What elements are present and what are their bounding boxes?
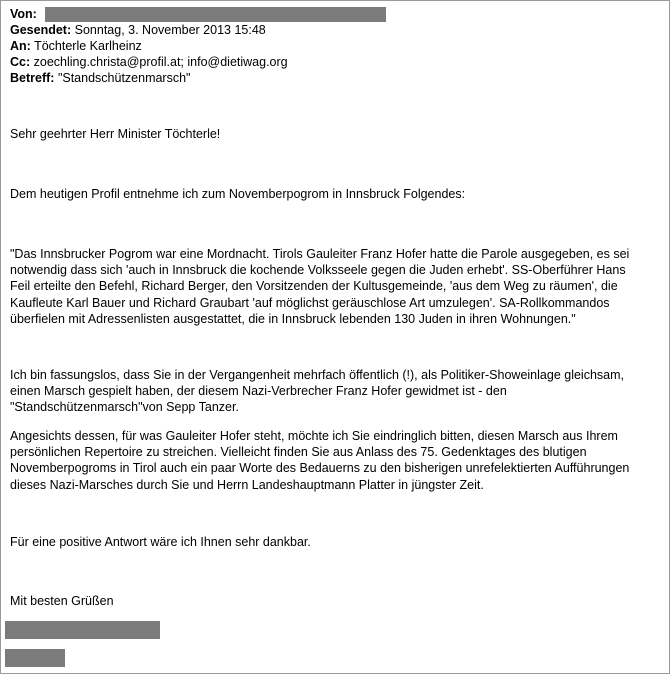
sent-row xyxy=(10,22,288,38)
quote-line: Kaufleute Karl Bauer und Richard Graubart 'auf möglichst geräuschlose Art umzulegen'. SA-Rollkommandos xyxy=(10,295,610,310)
quote-line: "Das Innsbrucker Pogrom war eine Mordnacht. Tirols Gauleiter Franz Hofer hatte die Parole ausgegeben, es sei xyxy=(10,247,630,261)
reaction-line: "Standschützenmarsch"von Sepp Tanzer. xyxy=(10,400,239,415)
request-line: Angesichts dessen, für was Gauleiter Hofer steht, möchte ich Sie eindringlich bitten, diesen Marsch aus Ihrem xyxy=(10,429,618,443)
reaction-paragraph xyxy=(10,367,660,416)
to-row xyxy=(10,38,288,54)
subject-label: Betreff: xyxy=(10,71,55,85)
intro-paragraph: Dem heutigen Profil entnehme ich zum Novemberpogrom in Innsbruck Folgendes: xyxy=(10,187,466,201)
reaction-line: Ich bin fassungslos, dass Sie in der Vergangenheit mehrfach öffentlich (!), als Politiker-Showeinlage gleichsam, xyxy=(10,368,624,382)
thanks-paragraph: Für eine positive Antwort wäre ich Ihnen sehr dankbar. xyxy=(10,535,311,549)
cc-label: Cc: xyxy=(10,55,31,69)
subject-row xyxy=(10,70,288,86)
sent-label: Gesendet: xyxy=(10,23,72,37)
greeting: Sehr geehrter Herr Minister Töchterle! xyxy=(10,127,221,141)
quote-paragraph xyxy=(10,246,660,327)
signature-extra-redaction xyxy=(5,649,65,667)
request-line: persönlichen Repertoire zu streichen. Vielleicht finden Sie aus Anlass des 75. Gedenktages des blutigen xyxy=(10,445,587,460)
signature-name-redaction xyxy=(5,621,160,639)
cc-row xyxy=(10,54,288,70)
to-label: An: xyxy=(10,39,31,53)
from-label: Von: xyxy=(10,7,37,21)
quote-line: Feil erteilte den Befehl, Richard Berger, den Vorsitzenden der Kultusgemeinde, 'aus dem Weg zu räumen', die xyxy=(10,279,618,294)
sent-value: Sonntag, 3. November 2013 15:48 xyxy=(74,23,266,37)
sender-redaction xyxy=(45,7,386,22)
closing: Mit besten Grüßen xyxy=(10,594,114,608)
to-value: Töchterle Karlheinz xyxy=(34,39,142,53)
cc-value: zoechling.christa@profil.at; info@dietiwag.org xyxy=(33,55,288,69)
subject-value: "Standschützenmarsch" xyxy=(57,71,191,85)
request-paragraph xyxy=(10,428,660,493)
request-line: dieses Nazi-Marsches durch Sie und Herrn Landeshauptmann Platter in jüngster Zeit. xyxy=(10,477,484,492)
quote-line: notwendig dass sich 'auch in Innsbruck die kochende Volksseele gegen die Juden erhebt'. SS-Oberführer Hans xyxy=(10,263,626,278)
quote-line: überfielen mit Adressenlisten ausgestattet, die in Innsbruck lebenden 130 Juden in ihren Wohnungen." xyxy=(10,311,576,326)
request-line: Novemberpogroms in Tirol auch ein paar Worte des Bedauerns zu den bisherigen unrefelektierten Aufführungen xyxy=(10,461,630,476)
reaction-line: einen Marsch gespielt haben, der diesem Nazi-Verbrecher Franz Hofer gewidmet ist - den xyxy=(10,384,507,399)
